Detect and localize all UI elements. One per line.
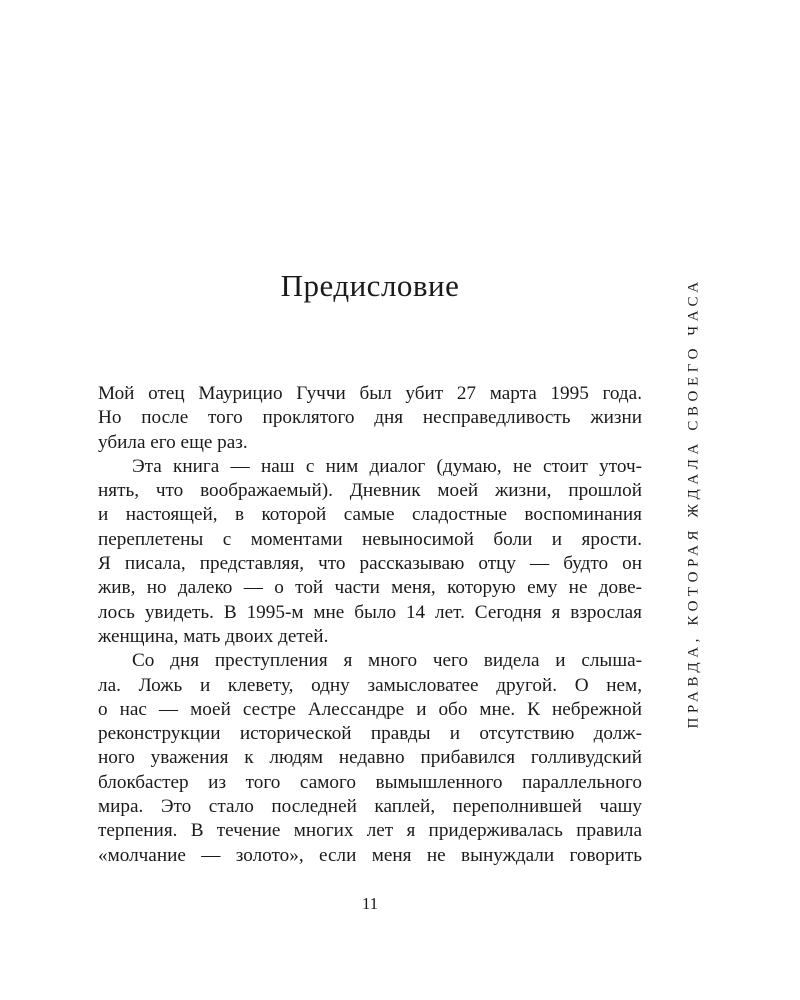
text-line: Мой отец Маурицио Гуччи был убит 27 марта 1995 года. — [98, 383, 642, 404]
chapter-title: Предисловие — [280, 268, 460, 303]
text-line: лось увидеть. В 1995-м мне было 14 лет. Сегодня я взрослая — [98, 601, 642, 623]
text-line: убила его еще раз. — [98, 431, 248, 453]
text-line: Я писала, представляя, что рассказываю отцу — будто он — [98, 553, 642, 575]
text-line: блокбастер из того самого вымышленного параллельного — [98, 771, 642, 793]
text-line: терпения. В течение многих лет я придерживалась правила — [98, 820, 642, 842]
text-line: переплетены с моментами невыносимой боли и ярости. — [98, 528, 642, 550]
text-line: женщина, мать двоих детей. — [98, 625, 329, 647]
text-line: «молчание — золото», если меня не вынуждали говорить — [98, 844, 642, 866]
page-number: 11 — [361, 894, 379, 913]
text-line: ного уважения к людям недавно прибавился голливудский — [98, 747, 642, 769]
text-line: Эта книга — наш с ним диалог (думаю, не стоит уточ- — [132, 455, 642, 477]
text-line: мира. Это стало последней каплей, переполнившей чашу — [98, 796, 642, 818]
text-line: Со дня преступления я много чего видела и слыша- — [132, 650, 642, 672]
text-line: Но после того проклятого дня несправедливость жизни — [98, 407, 642, 429]
text-line: и настоящей, в которой самые сладостные воспоминания — [98, 504, 642, 526]
text-line: реконструкции исторической правды и отсутствию долж- — [98, 723, 642, 745]
text-line: нять, что воображаемый). Дневник моей жизни, прошлой — [98, 480, 642, 502]
text-line: о нас — моей сестре Алессандре и обо мне. К небрежной — [98, 698, 642, 720]
text-line: ла. Ложь и клевету, одну замысловатее другой. О нем, — [98, 674, 642, 696]
text-line: жив, но далеко — о той части меня, которую ему не дове- — [98, 577, 642, 599]
running-head: ПРАВДА, КОТОРАЯ ЖДАЛА СВОЕГО ЧАСА — [685, 277, 702, 729]
body-text — [98, 382, 642, 868]
